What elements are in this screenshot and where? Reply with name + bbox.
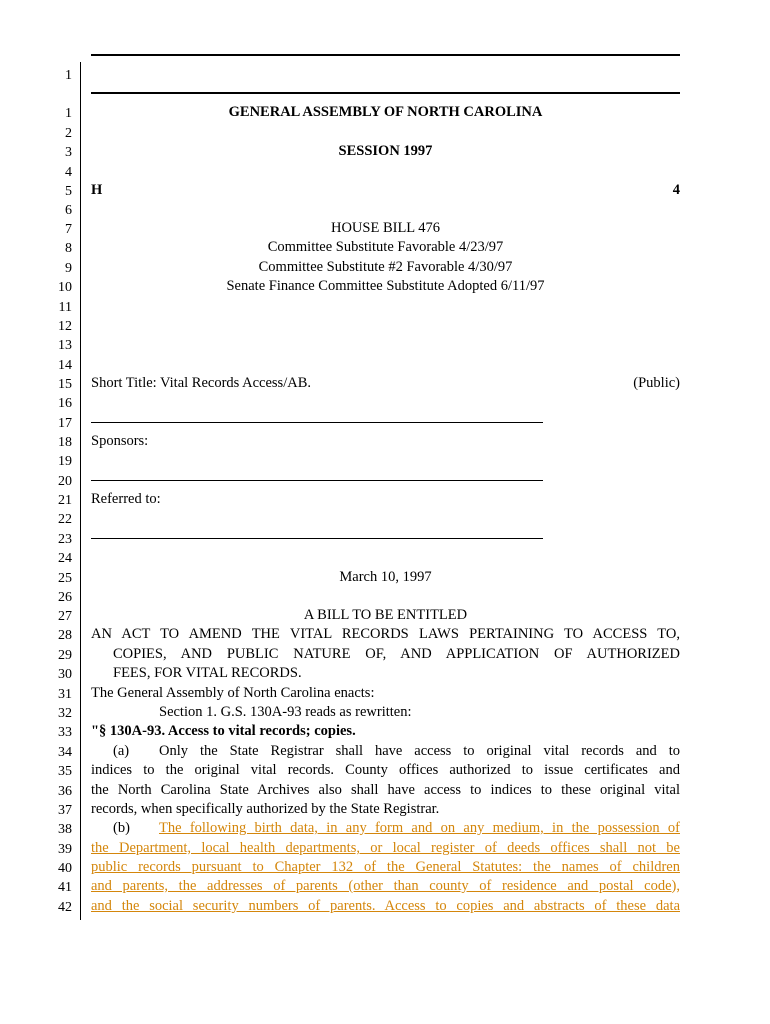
header-line-number: 1 xyxy=(65,68,72,83)
line-number: 1 xyxy=(65,106,72,121)
line-number: 5 xyxy=(65,184,72,199)
para-a-text-1: Only the State Registrar shall have access to original vital records and to xyxy=(159,743,680,759)
line-number: 23 xyxy=(58,532,72,547)
separator-1 xyxy=(91,413,680,432)
line-number: 13 xyxy=(58,338,72,353)
line-number: 40 xyxy=(58,861,72,876)
line-number: 22 xyxy=(58,512,72,527)
line-number: 11 xyxy=(58,300,72,315)
session-title: SESSION 1997 xyxy=(338,143,433,159)
line-number: 32 xyxy=(58,706,72,721)
statute-heading: "§ 130A-93. Access to vital records; copies. xyxy=(91,723,356,739)
para-b-line-2: the Department, local health departments, or local register of deeds offices shall not be xyxy=(91,840,680,856)
bill-id-line xyxy=(91,181,680,200)
line-number: 10 xyxy=(58,280,72,295)
para-b-line-4: and parents, the addresses of parents (other than county of residence and postal code), xyxy=(91,878,680,894)
header-rule-bottom xyxy=(91,92,680,94)
entitled-heading: A BILL TO BE ENTITLED xyxy=(303,607,468,623)
version-number: 4 xyxy=(672,182,680,198)
line-number: 27 xyxy=(58,609,72,624)
chamber-letter: H xyxy=(91,182,103,198)
bill-history-2: Committee Substitute #2 Favorable 4/30/97 xyxy=(258,259,513,275)
bill-history-1: Committee Substitute Favorable 4/23/97 xyxy=(267,239,504,255)
line-number: 39 xyxy=(58,842,72,857)
bill-type: (Public) xyxy=(633,375,680,391)
line-number: 25 xyxy=(58,571,72,586)
line-number: 31 xyxy=(58,687,72,702)
act-line-2: COPIES, AND PUBLIC NATURE OF, AND APPLICATION OF AUTHORIZED xyxy=(113,646,680,662)
para-a-mark: (a) xyxy=(113,743,130,759)
line-number: 26 xyxy=(58,590,72,605)
bill-name: HOUSE BILL 476 xyxy=(330,220,440,236)
line-number: 3 xyxy=(65,145,72,160)
bill-date: March 10, 1997 xyxy=(339,569,432,585)
para-b-text-1: The following birth data, in any form and on any medium, in the possession of xyxy=(159,820,680,836)
para-a-line-4: records, when specifically authorized by the State Registrar. xyxy=(91,801,440,817)
para-a-line-1 xyxy=(91,742,680,761)
assembly-title: GENERAL ASSEMBLY OF NORTH CAROLINA xyxy=(228,104,543,120)
header-rule-top xyxy=(91,54,680,56)
short-title-line xyxy=(91,374,680,393)
line-number: 34 xyxy=(58,745,72,760)
line-number: 2 xyxy=(65,126,72,141)
line-number: 7 xyxy=(65,222,72,237)
line-number: 17 xyxy=(58,416,72,431)
act-line-3: FEES, FOR VITAL RECORDS. xyxy=(113,665,302,681)
line-number: 33 xyxy=(58,725,72,740)
enacting-clause: The General Assembly of North Carolina enacts: xyxy=(91,685,375,701)
line-number: 12 xyxy=(58,319,72,334)
line-number: 15 xyxy=(58,377,72,392)
line-number: 37 xyxy=(58,803,72,818)
sponsors-label: Sponsors: xyxy=(91,433,149,449)
line-number: 28 xyxy=(58,628,72,643)
separator-3 xyxy=(91,529,680,548)
bill-history-3: Senate Finance Committee Substitute Adopted 6/11/97 xyxy=(226,278,545,294)
referred-label: Referred to: xyxy=(91,491,161,507)
line-number: 38 xyxy=(58,822,72,837)
line-number: 16 xyxy=(58,396,72,411)
line-number: 35 xyxy=(58,764,72,779)
section-1: Section 1. G.S. 130A-93 reads as rewritten: xyxy=(159,704,412,720)
line-number: 21 xyxy=(58,493,72,508)
line-number: 8 xyxy=(65,241,72,256)
line-number: 42 xyxy=(58,900,72,915)
short-title: Short Title: Vital Records Access/AB. xyxy=(91,375,311,391)
line-number: 6 xyxy=(65,203,72,218)
line-number: 14 xyxy=(58,358,72,373)
line-number: 9 xyxy=(65,261,72,276)
para-b-line-1 xyxy=(91,819,680,838)
line-number: 24 xyxy=(58,551,72,566)
line-number: 19 xyxy=(58,454,72,469)
para-a-line-3: the North Carolina State Archives also shall have access to indices to these original vital xyxy=(91,782,680,798)
line-number-divider xyxy=(80,62,81,920)
separator-2 xyxy=(91,471,680,490)
line-number: 18 xyxy=(58,435,72,450)
line-number: 41 xyxy=(58,880,72,895)
line-number: 36 xyxy=(58,784,72,799)
para-a-line-2: indices to the original vital records. County offices authorized to issue certificates and xyxy=(91,762,680,778)
line-number: 20 xyxy=(58,474,72,489)
para-b-line-3: public records pursuant to Chapter 132 of the General Statutes: the names of children xyxy=(91,859,680,875)
line-number: 30 xyxy=(58,667,72,682)
act-line-1: AN ACT TO AMEND THE VITAL RECORDS LAWS PERTAINING TO ACCESS TO, xyxy=(91,626,680,642)
line-number: 4 xyxy=(65,165,72,180)
para-b-mark: (b) xyxy=(113,820,130,836)
line-number: 29 xyxy=(58,648,72,663)
para-b-line-5: and the social security numbers of parents. Access to copies and abstracts of these data xyxy=(91,898,680,914)
